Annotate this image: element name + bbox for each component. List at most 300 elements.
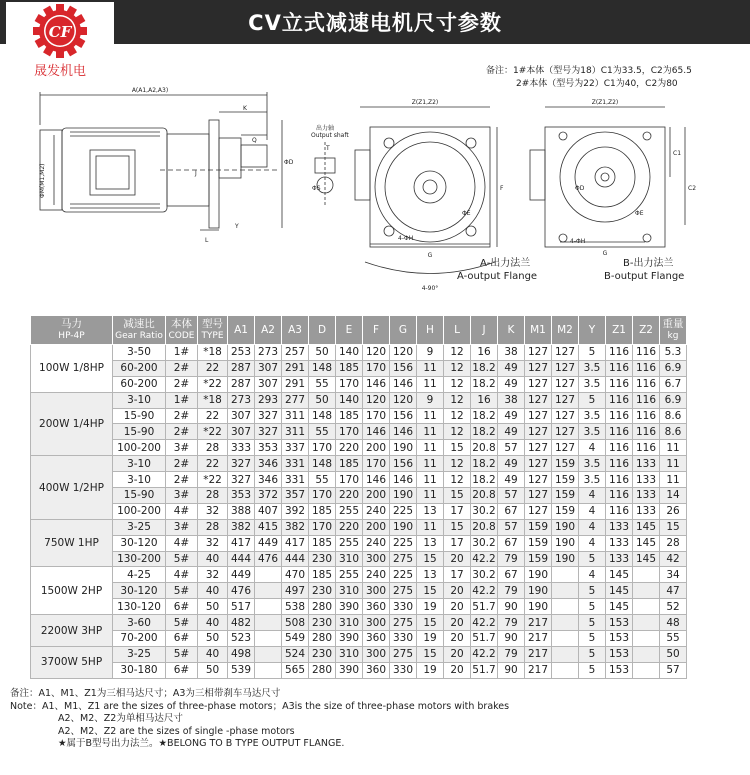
table-cell: 353	[255, 440, 282, 456]
column-header	[579, 316, 606, 345]
table-cell: 170	[336, 424, 363, 440]
table-cell: 28	[660, 535, 687, 551]
dim-f-label: F	[500, 185, 504, 192]
table-cell: 3-10	[113, 472, 166, 488]
table-cell	[633, 631, 660, 647]
table-cell: 90	[498, 599, 525, 615]
column-header-label: Z2	[639, 324, 653, 336]
table-row	[31, 631, 687, 647]
flange-a-caption-en: A-output Flange	[457, 271, 538, 282]
table-cell: 49	[498, 472, 525, 488]
table-cell: 140	[336, 345, 363, 361]
table-cell: 190	[552, 535, 579, 551]
table-cell	[255, 615, 282, 631]
column-header-sublabel: TYPE	[201, 331, 224, 341]
table-cell: 5	[579, 599, 606, 615]
table-cell: 9	[417, 392, 444, 408]
table-cell: 90	[498, 662, 525, 678]
table-cell: 145	[606, 599, 633, 615]
table-cell: 133	[633, 456, 660, 472]
table-cell: 4	[579, 519, 606, 535]
table-cell: 145	[606, 583, 633, 599]
table-cell: 353	[228, 488, 255, 504]
table-cell: 32	[198, 535, 228, 551]
column-header-label: A2	[261, 324, 275, 336]
table-cell: 476	[228, 583, 255, 599]
table-cell: 42.2	[472, 553, 496, 566]
table-cell: 217	[525, 646, 552, 662]
table-cell: 5	[579, 392, 606, 408]
company-logo	[6, 2, 114, 80]
dim-c2-label: C2	[688, 185, 697, 192]
table-cell: 4	[579, 440, 606, 456]
table-row	[31, 408, 687, 424]
table-cell: *18	[198, 345, 228, 361]
table-cell: 170	[363, 408, 390, 424]
table-cell	[255, 662, 282, 678]
dim-d-label-b: ΦD	[575, 185, 585, 192]
table-cell: 20	[444, 551, 471, 567]
table-cell: 5#	[166, 551, 198, 567]
table-cell: 549	[282, 631, 309, 647]
table-cell: 300	[363, 646, 390, 662]
table-cell: 300	[363, 583, 390, 599]
table-cell: 230	[309, 583, 336, 599]
dim-g-label: G	[427, 252, 433, 259]
table-cell: 30.2	[472, 537, 496, 550]
table-cell: 153	[606, 662, 633, 678]
dim-angle-label: 4-90°	[421, 285, 439, 292]
column-header-label: H	[426, 324, 434, 336]
table-cell: 133	[633, 472, 660, 488]
table-cell: 565	[282, 662, 309, 678]
table-row	[31, 488, 687, 504]
column-header-label: F	[372, 324, 380, 336]
table-cell: 120	[363, 392, 390, 408]
column-header	[228, 316, 255, 345]
hp-cell: 100W 1/8HP	[31, 345, 113, 393]
table-cell: 40	[198, 646, 228, 662]
table-cell: 470	[282, 567, 309, 583]
hp-cell: 3700W 5HP	[31, 646, 113, 678]
table-cell: 310	[336, 615, 363, 631]
table-cell: 255	[336, 503, 363, 519]
table-cell: 255	[336, 535, 363, 551]
table-cell: 200	[363, 519, 390, 535]
table-cell: 42.2	[472, 616, 496, 629]
hp-cell: 750W 1HP	[31, 519, 113, 567]
table-cell: 217	[525, 662, 552, 678]
table-cell: 449	[228, 567, 255, 583]
column-header-label: 本体	[171, 318, 192, 330]
table-cell: 12	[444, 408, 471, 424]
table-cell: 50	[198, 599, 228, 615]
table-cell: 50	[198, 662, 228, 678]
table-cell: 19	[417, 631, 444, 647]
table-cell: 1#	[166, 392, 198, 408]
table-cell: 49	[498, 376, 525, 392]
column-header-label: Z1	[612, 324, 626, 336]
table-cell: 120	[390, 392, 417, 408]
table-cell	[552, 662, 579, 678]
table-cell: 20	[444, 615, 471, 631]
table-cell: 280	[309, 631, 336, 647]
table-cell: 307	[255, 360, 282, 376]
spec-table	[30, 315, 687, 679]
table-cell: 15	[444, 519, 471, 535]
column-header	[660, 316, 687, 345]
table-cell: 49	[498, 408, 525, 424]
table-cell: 444	[282, 551, 309, 567]
table-cell: 159	[525, 551, 552, 567]
table-cell: 372	[255, 488, 282, 504]
table-row	[31, 535, 687, 551]
table-cell	[255, 599, 282, 615]
table-cell: 148	[309, 456, 336, 472]
column-header	[471, 316, 498, 345]
table-cell: 153	[606, 615, 633, 631]
table-cell: 5	[579, 551, 606, 567]
table-cell: 38	[498, 392, 525, 408]
table-cell	[633, 615, 660, 631]
table-cell: 19	[417, 662, 444, 678]
table-cell: 127	[552, 376, 579, 392]
table-cell: 3.5	[579, 376, 606, 392]
table-cell: 51.7	[472, 664, 496, 677]
flange-a-view	[355, 107, 497, 274]
table-cell: 273	[255, 345, 282, 361]
table-cell: 287	[228, 376, 255, 392]
table-cell: 275	[390, 551, 417, 567]
table-cell: 311	[282, 424, 309, 440]
table-cell: 42.2	[472, 584, 496, 597]
table-cell: 116	[606, 488, 633, 504]
top-note-line: 2#本体（型号为22）C1为40，C2为80	[516, 79, 678, 89]
table-cell: 22	[198, 408, 228, 424]
table-cell: 11	[417, 440, 444, 456]
table-cell: 8.6	[660, 424, 687, 440]
table-cell: 55	[309, 424, 336, 440]
table-cell: 79	[498, 583, 525, 599]
table-cell: 159	[552, 472, 579, 488]
column-header-label: D	[317, 324, 327, 336]
table-cell: 517	[228, 599, 255, 615]
table-cell: 34	[660, 567, 687, 583]
table-cell: 310	[336, 583, 363, 599]
column-header-label: K	[507, 324, 515, 336]
gear-logo-icon	[6, 2, 114, 60]
table-cell: 127	[525, 488, 552, 504]
table-cell: 449	[255, 535, 282, 551]
table-cell: 476	[255, 551, 282, 567]
table-cell: 16	[471, 345, 498, 361]
table-cell: 185	[336, 456, 363, 472]
table-cell: 2#	[166, 456, 198, 472]
dim-l-label: L	[205, 237, 209, 244]
table-cell: 307	[228, 408, 255, 424]
table-cell: 220	[336, 440, 363, 456]
column-header-label: A1	[234, 324, 248, 336]
table-cell: 170	[336, 376, 363, 392]
table-cell	[255, 583, 282, 599]
table-cell: 333	[228, 440, 255, 456]
table-cell: 3-60	[113, 615, 166, 631]
column-header-label: M2	[557, 324, 573, 336]
table-cell: 50	[309, 345, 336, 361]
table-cell: 11	[417, 360, 444, 376]
column-header	[282, 316, 309, 345]
table-cell	[633, 567, 660, 583]
table-cell: 497	[282, 583, 309, 599]
table-cell: 11	[417, 472, 444, 488]
table-cell: 523	[228, 631, 255, 647]
table-cell: 6.9	[660, 360, 687, 376]
table-cell	[552, 646, 579, 662]
dim-y-label: Y	[235, 223, 239, 230]
table-cell: 275	[390, 583, 417, 599]
table-cell: 185	[309, 535, 336, 551]
dim-q-label: Q	[252, 137, 257, 144]
column-header-label: Y	[588, 324, 596, 336]
table-cell: 230	[309, 551, 336, 567]
table-cell: 190	[552, 551, 579, 567]
table-row	[31, 519, 687, 535]
table-cell: 127	[552, 392, 579, 408]
table-cell: 148	[309, 360, 336, 376]
table-cell: 382	[228, 519, 255, 535]
column-header-label: M1	[530, 324, 546, 336]
table-cell: 3-10	[113, 392, 166, 408]
table-cell: 280	[309, 662, 336, 678]
table-cell: 217	[525, 631, 552, 647]
table-cell: 12	[444, 376, 471, 392]
output-shaft-view	[315, 142, 335, 205]
table-cell: 28	[198, 440, 228, 456]
table-cell: 190	[390, 519, 417, 535]
table-cell: 15-90	[113, 408, 166, 424]
column-header-label: 马力	[61, 318, 82, 330]
table-cell: 145	[633, 535, 660, 551]
table-cell: 22	[198, 360, 228, 376]
table-cell: 116	[606, 472, 633, 488]
flange-a-caption-cn: A-出力法兰	[480, 258, 531, 269]
table-cell: 130-120	[113, 599, 166, 615]
table-cell: 15	[417, 615, 444, 631]
table-cell: 407	[255, 503, 282, 519]
table-cell: 159	[525, 519, 552, 535]
brand-name: 晟发机电	[33, 64, 86, 79]
column-header	[390, 316, 417, 345]
table-cell: 145	[606, 567, 633, 583]
table-cell: 9	[417, 345, 444, 361]
table-cell: 153	[606, 646, 633, 662]
table-row	[31, 456, 687, 472]
table-cell: 273	[228, 392, 255, 408]
dim-k-label: K	[243, 105, 247, 112]
table-cell	[552, 599, 579, 615]
table-cell: 127	[525, 360, 552, 376]
dim-e-label-b: ΦE	[635, 210, 644, 217]
table-cell: 116	[606, 456, 633, 472]
table-cell: 5.3	[660, 345, 687, 361]
table-cell: 51.7	[472, 632, 496, 645]
table-cell: 12	[444, 360, 471, 376]
table-cell: 5	[579, 583, 606, 599]
table-cell: 330	[390, 631, 417, 647]
table-cell: 156	[390, 360, 417, 376]
table-cell: 20.8	[472, 441, 496, 454]
table-cell: 20	[444, 662, 471, 678]
column-header	[552, 316, 579, 345]
table-cell: 120	[390, 345, 417, 361]
table-cell: 3.5	[579, 456, 606, 472]
table-cell: 327	[255, 408, 282, 424]
table-cell: 55	[309, 376, 336, 392]
dim-t-label: T	[326, 145, 330, 152]
table-cell: 3.5	[579, 472, 606, 488]
table-cell: 4#	[166, 567, 198, 583]
table-cell: 6#	[166, 662, 198, 678]
table-cell: 133	[633, 503, 660, 519]
table-cell: 225	[390, 567, 417, 583]
table-cell: 26	[660, 503, 687, 519]
table-cell: 170	[309, 488, 336, 504]
column-header-sublabel: kg	[667, 331, 679, 341]
hp-cell: 1500W 2HP	[31, 567, 113, 615]
table-cell: 116	[633, 345, 660, 361]
column-header	[309, 316, 336, 345]
table-cell: 40	[198, 551, 228, 567]
table-cell: 8.6	[660, 408, 687, 424]
table-cell: 2#	[166, 360, 198, 376]
table-cell: 127	[525, 472, 552, 488]
table-cell: 293	[255, 392, 282, 408]
table-cell: 146	[390, 376, 417, 392]
table-cell: 5#	[166, 583, 198, 599]
dim-g-label-b: G	[602, 250, 608, 257]
table-cell: 2#	[166, 472, 198, 488]
table-cell: 310	[336, 551, 363, 567]
table-cell: 148	[309, 408, 336, 424]
table-cell: 330	[390, 599, 417, 615]
column-header	[633, 316, 660, 345]
table-cell: 11	[417, 488, 444, 504]
table-cell: 357	[282, 488, 309, 504]
bottom-note-line: A2、M2、Z2为单相马达尺寸	[58, 713, 183, 724]
table-cell	[255, 631, 282, 647]
table-row	[31, 583, 687, 599]
table-cell: 55	[309, 472, 336, 488]
table-cell: 524	[282, 646, 309, 662]
table-cell: 30.2	[472, 568, 496, 581]
table-cell: 15	[417, 551, 444, 567]
table-cell: 190	[525, 567, 552, 583]
table-cell	[552, 583, 579, 599]
table-cell: 360	[363, 599, 390, 615]
table-cell: 15	[444, 488, 471, 504]
table-cell: 225	[390, 535, 417, 551]
column-header	[363, 316, 390, 345]
table-row	[31, 503, 687, 519]
table-cell: 116	[606, 345, 633, 361]
table-cell: 390	[336, 631, 363, 647]
table-cell: 30.2	[472, 505, 496, 518]
table-cell: 360	[363, 631, 390, 647]
table-cell: 79	[498, 551, 525, 567]
table-cell: 170	[309, 519, 336, 535]
table-cell: 3-50	[113, 345, 166, 361]
table-cell: 32	[198, 567, 228, 583]
column-header-label: 型号	[202, 318, 223, 330]
table-cell: 17	[444, 535, 471, 551]
table-cell: 170	[363, 456, 390, 472]
table-row	[31, 567, 687, 583]
table-cell: 185	[336, 360, 363, 376]
table-cell: 3.5	[579, 360, 606, 376]
table-cell: 220	[336, 519, 363, 535]
table-row	[31, 345, 687, 361]
table-cell: 6.9	[660, 392, 687, 408]
table-cell: 133	[606, 535, 633, 551]
table-cell: 170	[363, 360, 390, 376]
table-cell: 5	[579, 345, 606, 361]
table-cell: 287	[228, 360, 255, 376]
table-cell: 127	[525, 376, 552, 392]
table-cell: 11	[417, 424, 444, 440]
table-cell: 28	[198, 488, 228, 504]
table-cell: 11	[660, 472, 687, 488]
dim-d-label: ΦD	[284, 159, 294, 166]
table-cell: 57	[660, 662, 687, 678]
table-cell: 145	[633, 519, 660, 535]
table-cell: 1#	[166, 345, 198, 361]
table-cell: 190	[390, 440, 417, 456]
table-cell: 38	[498, 345, 525, 361]
table-cell: 30-180	[113, 662, 166, 678]
table-cell: 170	[336, 472, 363, 488]
table-cell: 116	[606, 360, 633, 376]
column-header-label: 重量	[662, 318, 684, 330]
table-cell: 28	[198, 519, 228, 535]
column-header-label: L	[454, 324, 460, 336]
column-header	[198, 316, 228, 345]
table-cell: 388	[228, 503, 255, 519]
table-cell: 417	[282, 535, 309, 551]
table-cell: 300	[363, 615, 390, 631]
column-header-label: A3	[288, 324, 302, 336]
table-cell: 146	[363, 424, 390, 440]
bottom-note-line: ★属于B型号出力法兰。★BELONG TO B TYPE OUTPUT FLANGE.	[58, 738, 345, 749]
table-cell: 5	[579, 646, 606, 662]
table-cell: 185	[336, 408, 363, 424]
table-cell: 217	[525, 615, 552, 631]
table-cell: 390	[336, 662, 363, 678]
table-cell: 330	[390, 662, 417, 678]
table-body	[31, 345, 687, 679]
table-cell: 49	[498, 424, 525, 440]
column-header	[444, 316, 471, 345]
dim-h-label: 4-ΦH	[398, 235, 414, 242]
table-cell: 3.5	[579, 408, 606, 424]
table-cell: 20	[444, 583, 471, 599]
table-cell: 116	[606, 392, 633, 408]
bottom-note-line: Note：A1、M1、Z1 are the sizes of three-phase motors；A3is the size of three-phase motors with brakes	[10, 700, 510, 712]
table-cell: 48	[660, 615, 687, 631]
table-cell: 3#	[166, 488, 198, 504]
table-cell: 4	[579, 567, 606, 583]
table-cell: 3#	[166, 440, 198, 456]
table-cell: 200	[363, 440, 390, 456]
